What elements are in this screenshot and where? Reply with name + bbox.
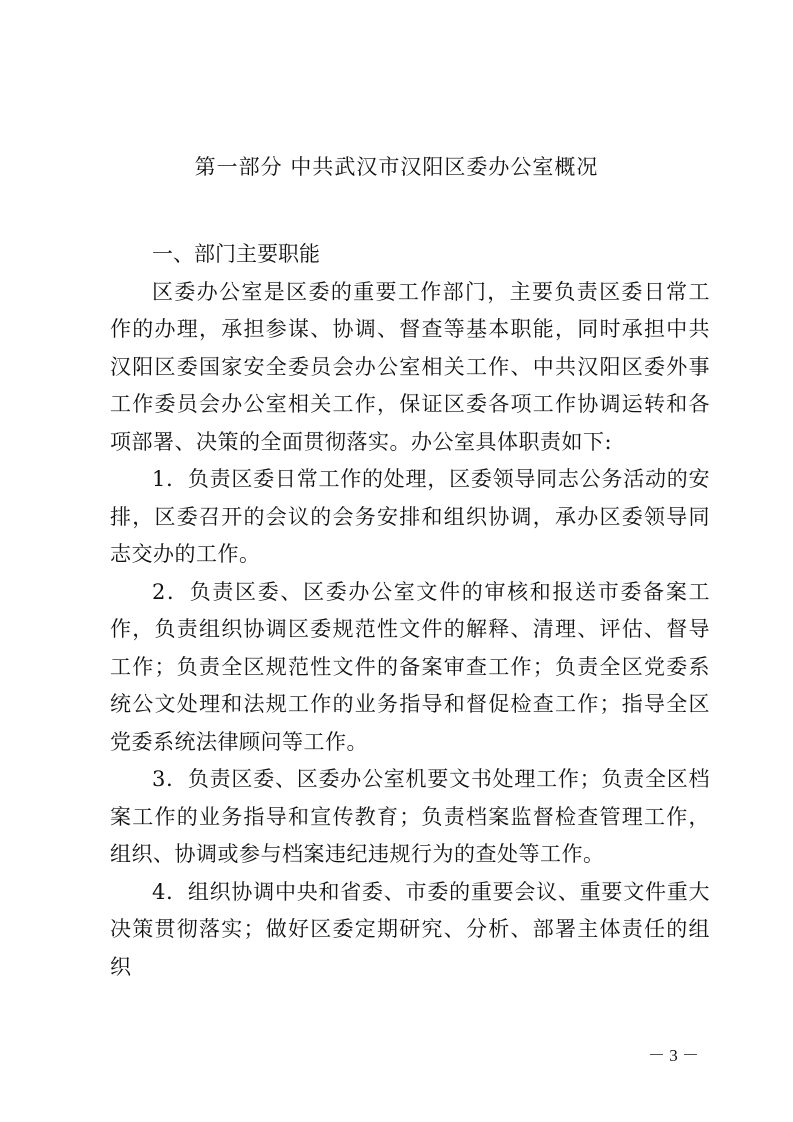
document-body — [110, 236, 710, 986]
paragraph-duty-2: 2．负责区委、区委办公室文件的审核和报送市委备案工作，负责组织协调区委规范性文件的解释、清理、评估、督导工作；负责全区规范性文件的备案审查工作；负责全区党委系统公文处理和法规工作的业务指导和督促检查工作；指导全区党委系统法律顾问等工作。 — [110, 579, 710, 754]
paragraph-intro: 区委办公室是区委的重要工作部门，主要负责区委日常工作的办理，承担参谋、协调、督查等基本职能，同时承担中共汉阳区委国家安全委员会办公室相关工作、中共汉阳区委外事工作委员会办公室相关工作，保证区委各项工作协调运转和各项部署、决策的全面贯彻落实。办公室具体职责如下: — [110, 279, 710, 454]
page-number: － 3 － — [648, 1046, 699, 1065]
paragraph-duty-4: 4．组织协调中央和省委、市委的重要会议、重要文件重大决策贯彻落实；做好区委定期研究、分析、部署主体责任的组织 — [110, 879, 710, 979]
paragraph-duty-1: 1．负责区委日常工作的处理，区委领导同志公务活动的安排，区委召开的会议的会务安排和组织协调，承办区委领导同志交办的工作。 — [110, 467, 710, 566]
paragraph-duty-3: 3．负责区委、区委办公室机要文书处理工作；负责全区档案工作的业务指导和宣传教育；负责档案监督检查管理工作，组织、协调或参与档案违纪违规行为的查处等工作。 — [110, 767, 710, 866]
page-title: 第一部分 中共武汉市汉阳区委办公室概况 — [194, 155, 599, 179]
section-heading: 一、部门主要职能 — [152, 242, 320, 266]
